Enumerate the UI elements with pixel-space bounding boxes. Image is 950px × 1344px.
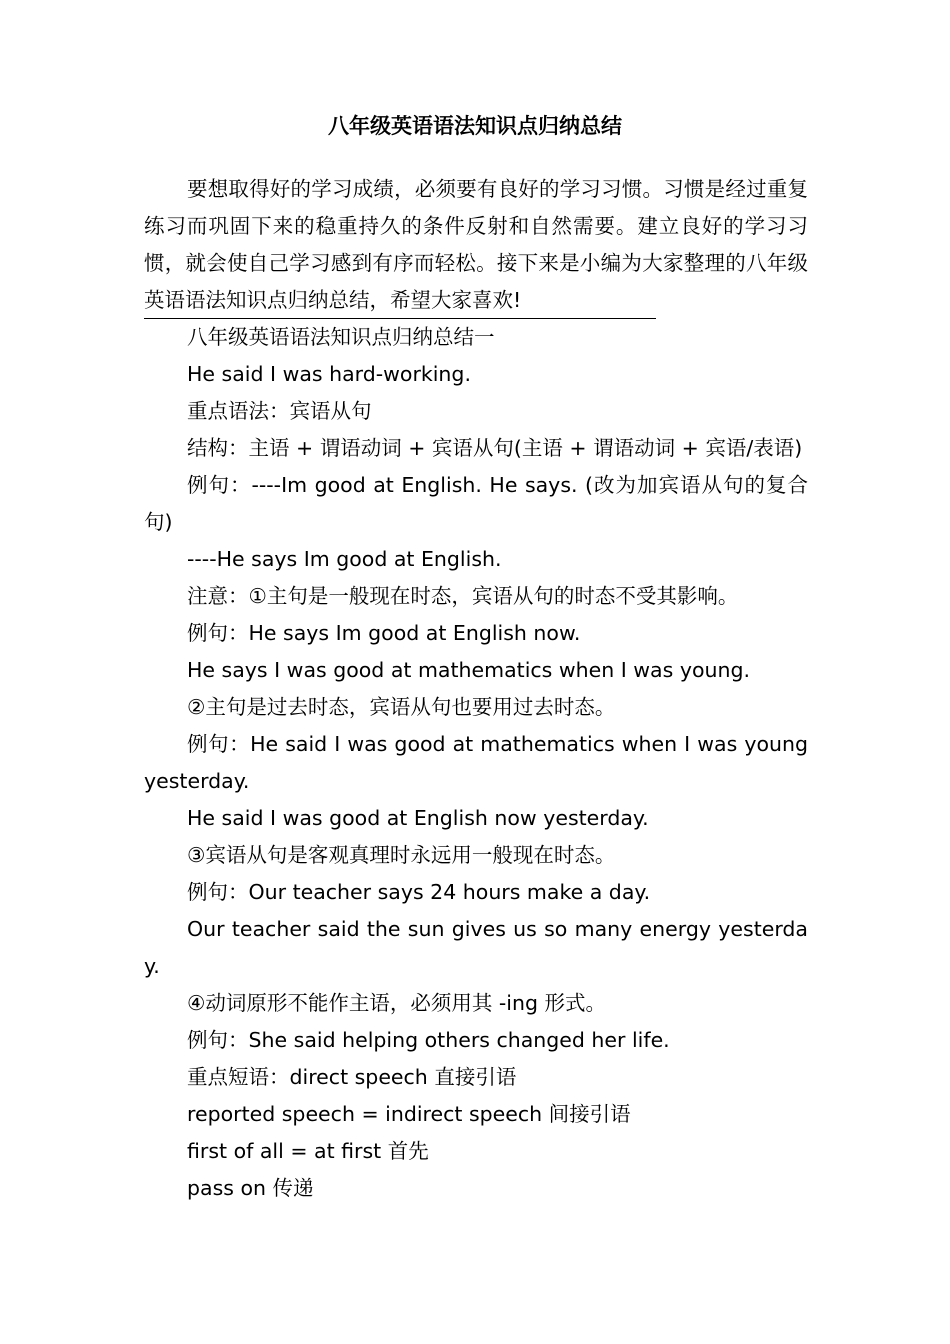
- phrase-line: first of all = at first 首先: [187, 1139, 429, 1163]
- divider-line: [144, 318, 656, 319]
- example-sentence: He says I was good at mathematics when I was young.: [187, 658, 751, 682]
- example-line: 例句：He says Im good at English now.: [187, 621, 581, 645]
- phrase-line: reported speech = indirect speech 间接引语: [187, 1102, 631, 1126]
- phrase-line: pass on 传递: [187, 1176, 314, 1200]
- example-sentence: Our teacher said the sun gives us so many energy yesterday.: [144, 917, 808, 978]
- example-line: 例句：She said helping others changed her life.: [187, 1028, 670, 1052]
- note-line: ②主句是过去时态，宾语从句也要用过去时态。: [187, 695, 616, 719]
- example-answer: ----He says Im good at English.: [187, 547, 502, 571]
- grammar-point: 重点语法：宾语从句: [187, 399, 372, 423]
- example-sentence: He said I was good at English now yesterday.: [187, 806, 649, 830]
- example-line: 例句：He said I was good at mathematics when I was young yesterday.: [144, 732, 808, 793]
- document-body: [144, 171, 808, 1207]
- example-line: 例句：----Im good at English. He says. (改为加宾语从句的复合句): [144, 473, 808, 534]
- section-heading: 八年级英语语法知识点归纳总结一: [187, 325, 495, 349]
- example-line: 例句：Our teacher says 24 hours make a day.: [187, 880, 651, 904]
- intro-paragraph: 要想取得好的学习成绩，必须要有良好的学习习惯。习惯是经过重复练习而巩固下来的稳重持久的条件反射和自然需要。建立良好的学习习惯，就会使自己学习感到有序而轻松。接下来是小编为大家整理的八年级英语语法知识点归纳总结，希望大家喜欢!: [144, 177, 808, 312]
- note-line: ④动词原形不能作主语，必须用其 -ing 形式。: [187, 991, 607, 1015]
- document-title: 八年级英语语法知识点归纳总结: [328, 114, 622, 138]
- example-sentence: He said I was hard-working.: [187, 362, 471, 386]
- structure-line: 结构：主语 + 谓语动词 + 宾语从句(主语 + 谓语动词 + 宾语/表语): [187, 436, 803, 460]
- note-line: 注意：①主句是一般现在时态，宾语从句的时态不受其影响。: [187, 584, 739, 608]
- phrase-line: 重点短语：direct speech 直接引语: [187, 1065, 517, 1089]
- note-line: ③宾语从句是客观真理时永远用一般现在时态。: [187, 843, 616, 867]
